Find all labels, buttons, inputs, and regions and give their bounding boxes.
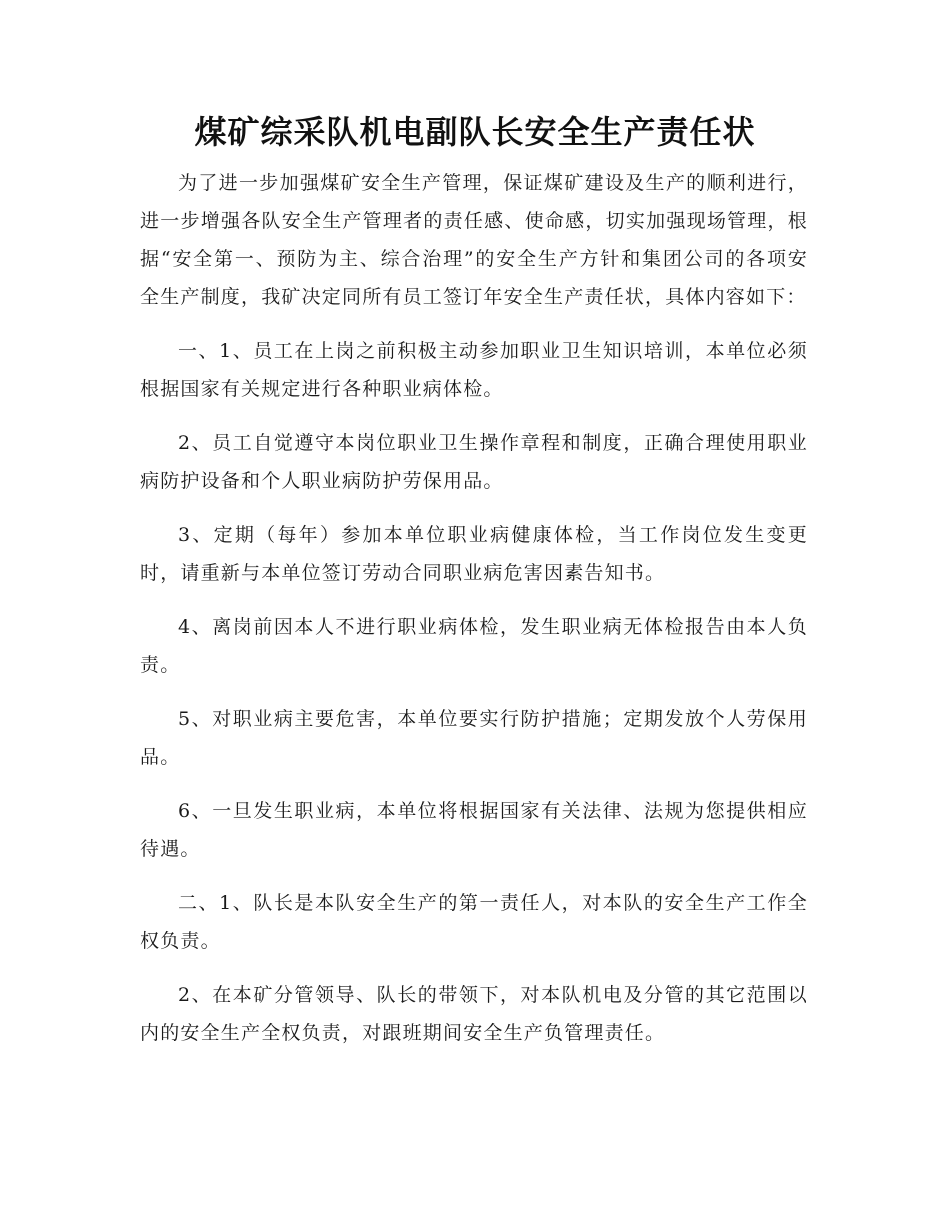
document-body [140, 164, 808, 1052]
paragraph-2-2: 2、在本矿分管领导、队长的带领下，对本队机电及分管的其它范围以内的安全生产全权负责，对跟班期间安全生产负管理责任。 [140, 984, 808, 1044]
paragraph-1-5: 5、对职业病主要危害，本单位要实行防护措施；定期发放个人劳保用品。 [140, 708, 808, 768]
paragraph-1-4: 4、离岗前因本人不进行职业病体检，发生职业病无体检报告由本人负责。 [140, 616, 808, 676]
paragraph-1-2: 2、员工自觉遵守本岗位职业卫生操作章程和制度，正确合理使用职业病防护设备和个人职业病防护劳保用品。 [140, 432, 808, 492]
document-title: 煤矿综采队机电副队长安全生产责任状 [194, 113, 756, 151]
paragraph-intro: 为了进一步加强煤矿安全生产管理，保证煤矿建设及生产的顺利进行，进一步增强各队安全生产管理者的责任感、使命感，切实加强现场管理，根据“安全第一、预防为主、综合治理”的安全生产方针和集团公司的各项安全生产制度，我矿决定同所有员工签订年安全生产责任状，具体内容如下： [140, 172, 808, 308]
paragraph-1-3: 3、定期（每年）参加本单位职业病健康体检，当工作岗位发生变更时，请重新与本单位签订劳动合同职业病危害因素告知书。 [140, 524, 808, 584]
paragraph-1-1: 一、1、员工在上岗之前积极主动参加职业卫生知识培训，本单位必须根据国家有关规定进行各种职业病体检。 [140, 340, 808, 400]
paragraph-2-1: 二、1、队长是本队安全生产的第一责任人，对本队的安全生产工作全权负责。 [140, 892, 808, 952]
paragraph-1-6: 6、一旦发生职业病，本单位将根据国家有关法律、法规为您提供相应待遇。 [140, 800, 808, 860]
